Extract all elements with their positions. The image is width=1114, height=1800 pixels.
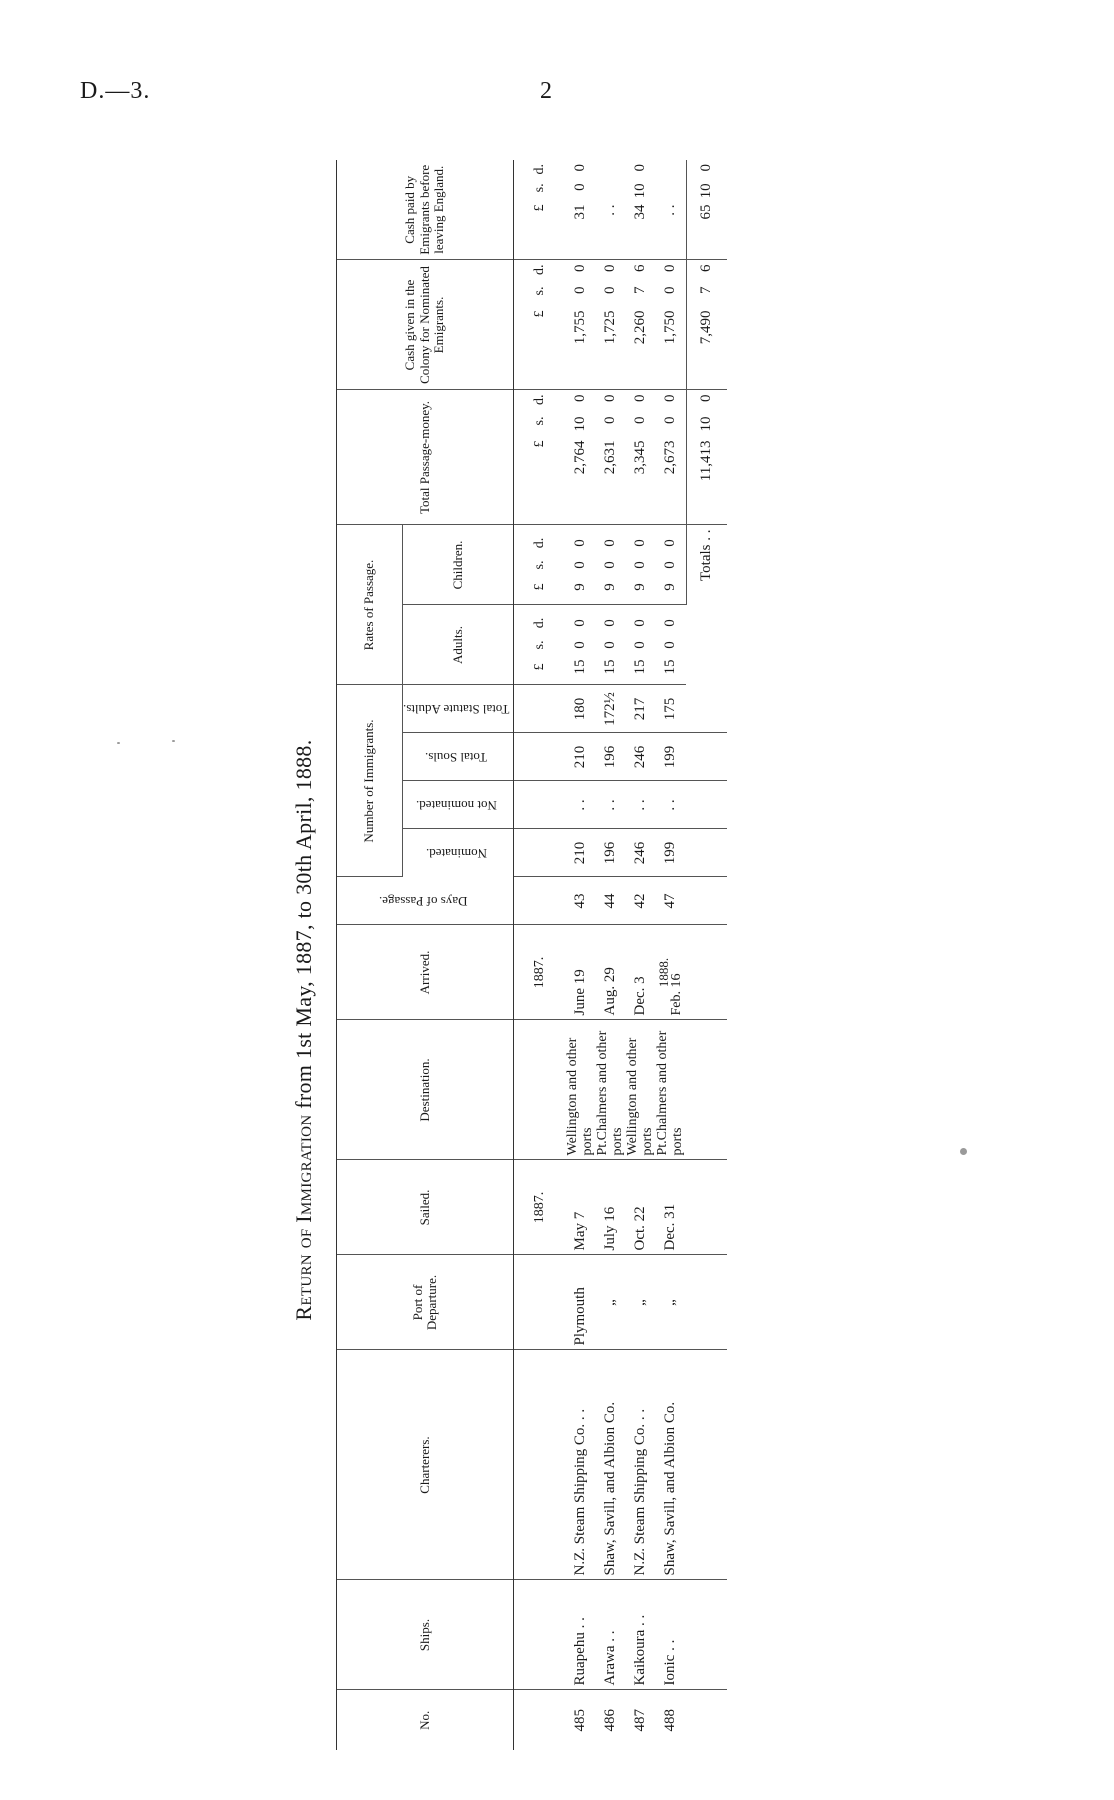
col-cash-paid: Cash paid by Emigrants before leaving England. bbox=[337, 160, 514, 260]
col-cash-colony: Cash given in the Colony for Nominated Emigrants. bbox=[337, 260, 514, 390]
units-row: 1887. 1887. £ s. d. £ s. d. £ s. d. £ s. d. £ s. d. bbox=[513, 160, 566, 1750]
col-statute-adults: Total Statute Adults. bbox=[403, 685, 514, 733]
col-total-passage: Total Passage-money. bbox=[337, 390, 514, 525]
table-row: 487 Kaikoura . . N.Z. Steam Shipping Co. . . „ Oct. 22 Wellington and other ports Dec. 3 42 246 . . 246 217 15 0 0 9 0 0 3,345 0 0 2,260 7 6 34 10 0 bbox=[626, 160, 656, 1750]
ink-speck bbox=[172, 740, 175, 742]
table-row: 486 Arawa . . Shaw, Savill, and Albion Co. „ July 16 Pt.Chalmers and other ports Aug. 29 44 196 . . 196 172½ 15 0 0 9 0 0 2,631 0 0 1,725 0 0 . . bbox=[596, 160, 626, 1750]
col-group-rates: Rates of Passage. bbox=[337, 525, 403, 685]
table-row: 485 Ruapehu . . N.Z. Steam Shipping Co. . . Plymouth May 7 Wellington and other ports June 19 43 210 . . 210 180 15 0 0 9 0 0 2,764 10 0 1,755 0 0 31 0 0 bbox=[566, 160, 596, 1750]
immigration-return-table bbox=[336, 160, 727, 1750]
col-ships: Ships. bbox=[337, 1580, 514, 1690]
col-nominated: Nominated. bbox=[403, 829, 514, 877]
col-children: Children. bbox=[403, 525, 514, 605]
col-arrived: Arrived. bbox=[337, 925, 514, 1020]
col-not-nominated: Not nominated. bbox=[403, 781, 514, 829]
document-reference: D.—3. bbox=[80, 78, 151, 104]
col-no: No. bbox=[337, 1690, 514, 1750]
page-number: 2 bbox=[540, 78, 552, 104]
col-adults: Adults. bbox=[403, 605, 514, 685]
col-total-souls: Total Souls. bbox=[403, 733, 514, 781]
rotated-return-table bbox=[291, 164, 846, 1750]
col-group-immigrants: Number of Immigrants. bbox=[337, 685, 403, 877]
table-title: Return of Immigration from 1st May, 1887, to 30th April, 1888. bbox=[291, 739, 316, 1321]
table-row: 488 Ionic . . Shaw, Savill, and Albion Co. „ Dec. 31 Pt.Chalmers and other ports 1888. Feb. 16 47 199 . . 199 175 15 0 0 9 0 0 2,673 0 0 1,750 0 0 . . bbox=[656, 160, 687, 1750]
totals-row: Totals . . 11,413 10 0 7,490 7 6 65 10 0 bbox=[686, 160, 727, 1750]
totals-label: Totals . . bbox=[686, 525, 727, 605]
col-sailed: Sailed. bbox=[337, 1160, 514, 1255]
col-port: Port of Departure. bbox=[337, 1255, 514, 1350]
col-destination: Destination. bbox=[337, 1020, 514, 1160]
col-charterers: Charterers. bbox=[337, 1350, 514, 1580]
col-days: Days of Passage. bbox=[337, 877, 514, 925]
ink-speck bbox=[117, 742, 120, 744]
ink-speck bbox=[960, 1148, 967, 1155]
